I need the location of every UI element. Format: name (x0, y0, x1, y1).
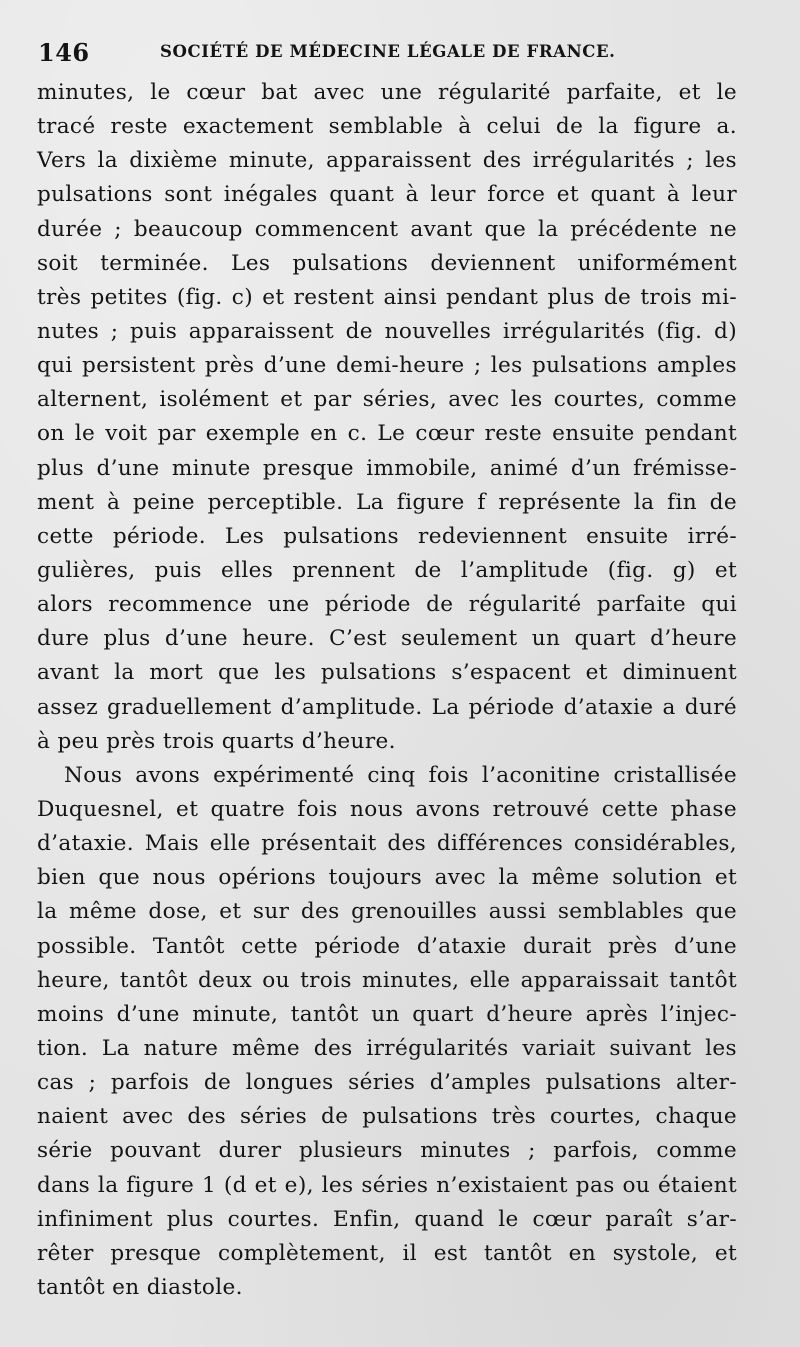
text-line: qui persistent près d’une demi-heure ; les pulsations amples (37, 353, 737, 379)
text-line: moins d’une minute, tantôt un quart d’heure après l’injec- (37, 1001, 737, 1027)
text-line: tracé reste exactement semblable à celui de la figure a. (37, 114, 737, 140)
running-title: SOCIÉTÉ DE MÉDECINE LÉGALE DE FRANCE. (160, 42, 616, 61)
text-line: nutes ; puis apparaissent de nouvelles irrégularités (fig. d) (37, 318, 737, 344)
text-line: gulières, puis elles prennent de l’amplitude (fig. g) et (37, 557, 737, 583)
text-line: alternent, isolément et par séries, avec les courtes, comme (37, 387, 737, 413)
text-line: ment à peine perceptible. La figure f représente la fin de (37, 489, 737, 515)
paragraph-first-line: Nous avons expérimenté cinq fois l’aconitine cristallisée (64, 762, 737, 788)
text-line: minutes, le cœur bat avec une régularité parfaite, et le (37, 80, 737, 105)
text-line: alors recommence une période de régularité parfaite qui (37, 592, 737, 618)
text-line: heure, tantôt deux ou trois minutes, elle apparaissait tantôt (37, 967, 737, 993)
text-line: on le voit par exemple en c. Le cœur reste ensuite pendant (37, 421, 737, 447)
text-line: dans la figure 1 (d et e), les séries n’existaient pas ou étaient (37, 1172, 737, 1198)
text-line: naient avec des séries de pulsations très courtes, chaque (37, 1104, 737, 1130)
text-line: possible. Tantôt cette période d’ataxie durait près d’une (37, 933, 737, 959)
text-line: la même dose, et sur des grenouilles aussi semblables que (37, 899, 737, 925)
text-line: rêter presque complètement, il est tantôt en systole, et (37, 1240, 737, 1266)
running-head (38, 38, 738, 68)
text-line: d’ataxie. Mais elle présentait des différences considérables, (37, 831, 737, 857)
text-line: série pouvant durer plusieurs minutes ; parfois, comme (37, 1138, 737, 1164)
text-line: tantôt en diastole. (37, 1274, 243, 1300)
text-line: dure plus d’une heure. C’est seulement un quart d’heure (37, 626, 737, 652)
text-line: infiniment plus courtes. Enfin, quand le cœur paraît s’ar- (37, 1206, 737, 1232)
text-line: bien que nous opérions toujours avec la même solution et (37, 865, 737, 891)
text-line: Duquesnel, et quatre fois nous avons retrouvé cette phase (37, 796, 737, 822)
page-number: 146 (38, 38, 90, 67)
text-line: cette période. Les pulsations redeviennent ensuite irré- (37, 523, 737, 549)
body-text (37, 76, 737, 1305)
text-line: durée ; beaucoup commencent avant que la précédente ne (37, 216, 737, 242)
text-line: assez graduellement d’amplitude. La période d’ataxie a duré (37, 694, 737, 720)
text-line: tion. La nature même des irrégularités variait suivant les (37, 1035, 737, 1061)
text-line: avant la mort que les pulsations s’espacent et diminuent (37, 660, 737, 686)
text-line: à peu près trois quarts d’heure. (37, 728, 396, 754)
text-line: soit terminée. Les pulsations deviennent uniformément (37, 250, 737, 276)
text-line: cas ; parfois de longues séries d’amples pulsations alter- (37, 1070, 737, 1096)
text-line: très petites (fig. c) et restent ainsi pendant plus de trois mi- (37, 284, 737, 310)
text-line: plus d’une minute presque immobile, animé d’un frémisse- (37, 455, 737, 481)
text-line: Vers la dixième minute, apparaissent des irrégularités ; les (37, 148, 737, 174)
text-line: pulsations sont inégales quant à leur force et quant à leur (37, 182, 737, 208)
